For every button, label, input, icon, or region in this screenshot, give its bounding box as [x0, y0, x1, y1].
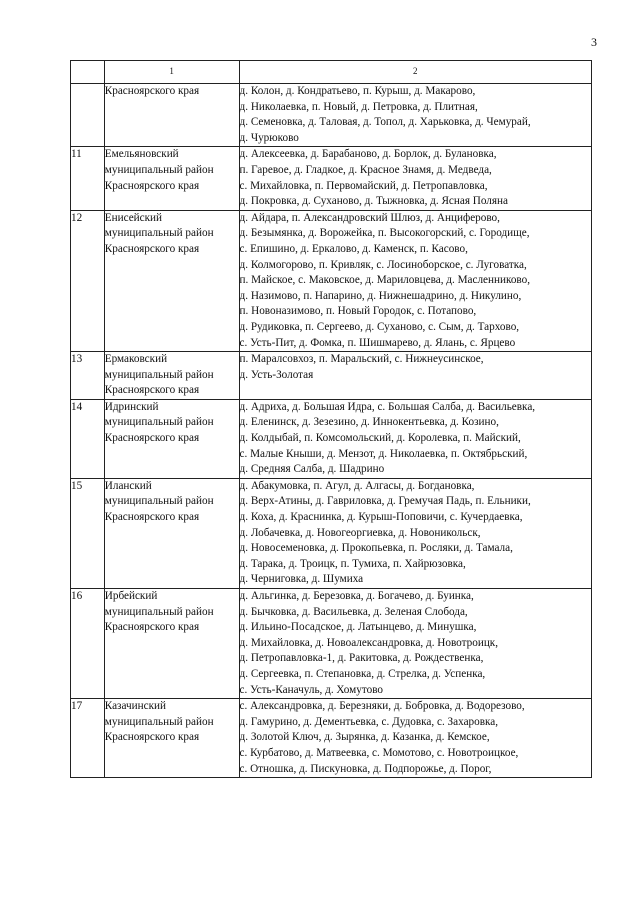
settlement-line: с. Александровка, д. Березняки, д. Бобровка, д. Водорезово,: [239, 700, 525, 713]
settlements-cell: [239, 589, 591, 699]
settlement-line: с. Отношка, д. Пискуновка, д. Подпорожье, д. Порог,: [239, 762, 492, 775]
settlement-line: д. Абакумовка, п. Агул, д. Алгасы, д. Богдановка,: [239, 479, 475, 492]
page-number: 3: [591, 35, 597, 49]
district-line: муниципальный район: [104, 715, 214, 728]
table-row: [71, 399, 592, 478]
settlement-line: д. Альгинка, д. Березовка, д. Богачево, д. Буинка,: [239, 590, 474, 602]
header-cell-district: 1: [104, 61, 239, 84]
district-line: муниципальный район: [104, 163, 214, 176]
district-line: Иланский: [104, 479, 152, 492]
settlement-line: д. Адриха, д. Большая Идра, с. Большая Салба, д. Васильевка,: [239, 400, 536, 413]
district-cell: [104, 399, 239, 478]
district-line: муниципальный район: [104, 416, 214, 429]
district-line: Емельяновский: [104, 148, 179, 161]
district-line: Красноярского края: [104, 85, 200, 97]
settlement-line: д. Еленинск, д. Зезезино, д. Иннокентьевка, д. Козино,: [239, 416, 499, 429]
settlement-line: д. Гамурино, д. Дементьевка, с. Дудовка, с. Захаровка,: [239, 715, 499, 728]
districts-table: [70, 60, 592, 778]
district-line: Красноярского края: [104, 511, 200, 524]
settlement-line: д. Петропавловка-1, д. Ракитовка, д. Рождественка,: [239, 652, 484, 665]
settlement-line: с. Усть-Пит, д. Фомка, п. Шишмарево, д. Ялань, с. Ярцево: [239, 336, 516, 349]
settlements-cell: [239, 84, 591, 147]
table-row: [71, 352, 592, 400]
settlement-line: д. Назимово, п. Напарино, д. Нижнешадрино, д. Никулино,: [239, 289, 522, 302]
settlement-line: д. Лобачевка, д. Новогеоргиевка, д. Новоникольск,: [239, 526, 481, 539]
settlement-line: д. Михайловка, д. Новоалександровка, д. Новотроицк,: [239, 636, 499, 649]
settlement-line: д. Колмогорово, п. Кривляк, с. Лосиноборское, с. Луговатка,: [239, 258, 527, 271]
row-number: 11: [71, 147, 105, 210]
district-line: Красноярского края: [104, 432, 200, 445]
settlement-line: д. Усть-Золотая: [239, 368, 314, 381]
district-cell: [104, 699, 239, 778]
settlement-line: п. Маралсовхоз, п. Маральский, с. Нижнеусинское,: [239, 353, 484, 366]
row-number: 17: [71, 699, 105, 778]
settlement-line: д. Покровка, д. Суханово, д. Тыжновка, д. Ясная Поляна: [239, 195, 508, 208]
settlement-line: п. Гаревое, д. Гладкое, д. Красное Знамя, д. Медведа,: [239, 163, 492, 176]
settlement-line: с. Усть-Каначуль, д. Хомутово: [239, 683, 383, 696]
row-number: 15: [71, 478, 105, 588]
settlement-line: д. Колон, д. Кондратьево, п. Курыш, д. Макарово,: [239, 85, 476, 97]
district-line: Идринский: [104, 400, 159, 413]
district-cell: [104, 84, 239, 147]
row-number: 12: [71, 210, 105, 351]
settlement-line: д. Бычковка, д. Васильевка, д. Зеленая Слобода,: [239, 605, 468, 618]
settlements-cell: [239, 399, 591, 478]
district-line: Енисейский: [104, 211, 163, 224]
header-cell-settlements: 2: [239, 61, 591, 84]
table-row: [71, 478, 592, 588]
settlement-line: д. Николаевка, п. Новый, д. Петровка, д. Плитная,: [239, 100, 478, 113]
settlements-cell: [239, 478, 591, 588]
settlement-line: п. Новоназимово, п. Новый Городок, с. Потапово,: [239, 305, 477, 318]
table-row: [71, 147, 592, 210]
district-line: Красноярского края: [104, 384, 200, 397]
settlement-line: д. Верх-Атины, д. Гавриловка, д. Гремучая Падь, п. Ельники,: [239, 495, 531, 508]
settlement-line: д. Семеновка, д. Таловая, д. Топол, д. Харьковка, д. Чемурай,: [239, 116, 531, 129]
settlement-line: д. Тарака, д. Троицк, п. Тумиха, п. Хайрюзовка,: [239, 557, 466, 570]
table-row: [71, 210, 592, 351]
settlement-line: д. Чурюково: [239, 131, 299, 144]
settlement-line: д. Ильино-Посадское, д. Латынцево, д. Минушка,: [239, 621, 477, 634]
district-line: муниципальный район: [104, 368, 214, 381]
settlement-line: д. Черниговка, д. Шумиха: [239, 573, 364, 586]
settlements-cell: [239, 699, 591, 778]
district-cell: [104, 147, 239, 210]
district-cell: [104, 352, 239, 400]
settlements-cell: [239, 147, 591, 210]
settlement-line: д. Рудиковка, п. Сергеево, д. Суханово, с. Сым, д. Тархово,: [239, 320, 520, 333]
settlement-line: д. Безымянка, д. Ворожейка, п. Высокогорский, с. Городище,: [239, 227, 530, 240]
table-row: [71, 84, 592, 147]
table-body: [71, 84, 592, 778]
settlement-line: п. Майское, с. Маковское, д. Мариловцева, д. Масленниково,: [239, 274, 531, 287]
district-cell: [104, 478, 239, 588]
settlement-line: д. Коха, д. Краснинка, д. Курыш-Поповичи, с. Кучердаевка,: [239, 511, 523, 524]
settlement-line: д. Новосеменовка, д. Прокопьевка, п. Росляки, д. Тамала,: [239, 542, 513, 555]
settlement-line: д. Сергеевка, п. Степановка, д. Стрелка, д. Успенка,: [239, 667, 486, 680]
district-line: Ермаковский: [104, 353, 168, 366]
district-line: муниципальный район: [104, 495, 214, 508]
district-line: Красноярского края: [104, 731, 200, 744]
row-number: 16: [71, 589, 105, 699]
district-line: муниципальный район: [104, 605, 214, 618]
settlement-line: д. Айдара, п. Александровский Шлюз, д. Анциферово,: [239, 211, 500, 224]
settlement-line: д. Алексеевка, д. Барабаново, д. Борлок, д. Булановка,: [239, 148, 497, 161]
table-row: [71, 589, 592, 699]
settlement-line: д. Золотой Ключ, д. Зырянка, д. Казанка, д. Кемское,: [239, 731, 490, 744]
district-cell: [104, 589, 239, 699]
row-number: [71, 84, 105, 147]
district-line: муниципальный район: [104, 227, 214, 240]
district-line: Красноярского края: [104, 179, 200, 192]
district-line: Казачинский: [104, 700, 166, 713]
settlements-cell: [239, 210, 591, 351]
table-header-row: [71, 61, 592, 84]
settlement-line: с. Малые Кныши, д. Мензот, д. Николаевка, п. Октябрьский,: [239, 447, 528, 460]
row-number: 13: [71, 352, 105, 400]
district-line: Красноярского края: [104, 621, 200, 634]
settlement-line: с. Епишино, д. Еркалово, д. Каменск, п. Касово,: [239, 242, 468, 255]
header-cell-number: [71, 61, 105, 84]
district-cell: [104, 210, 239, 351]
row-number: 14: [71, 399, 105, 478]
settlement-line: с. Михайловка, п. Первомайский, д. Петропавловка,: [239, 179, 488, 192]
settlement-line: д. Колдыбай, п. Комсомольский, д. Королевка, п. Майский,: [239, 432, 521, 445]
table-row: [71, 699, 592, 778]
district-line: Ирбейский: [104, 590, 158, 602]
settlements-cell: [239, 352, 591, 400]
settlement-line: с. Курбатово, д. Матвеевка, с. Момотово, с. Новотроицкое,: [239, 746, 519, 759]
district-line: Красноярского края: [104, 242, 200, 255]
settlement-line: д. Средняя Салба, д. Шадрино: [239, 463, 385, 476]
